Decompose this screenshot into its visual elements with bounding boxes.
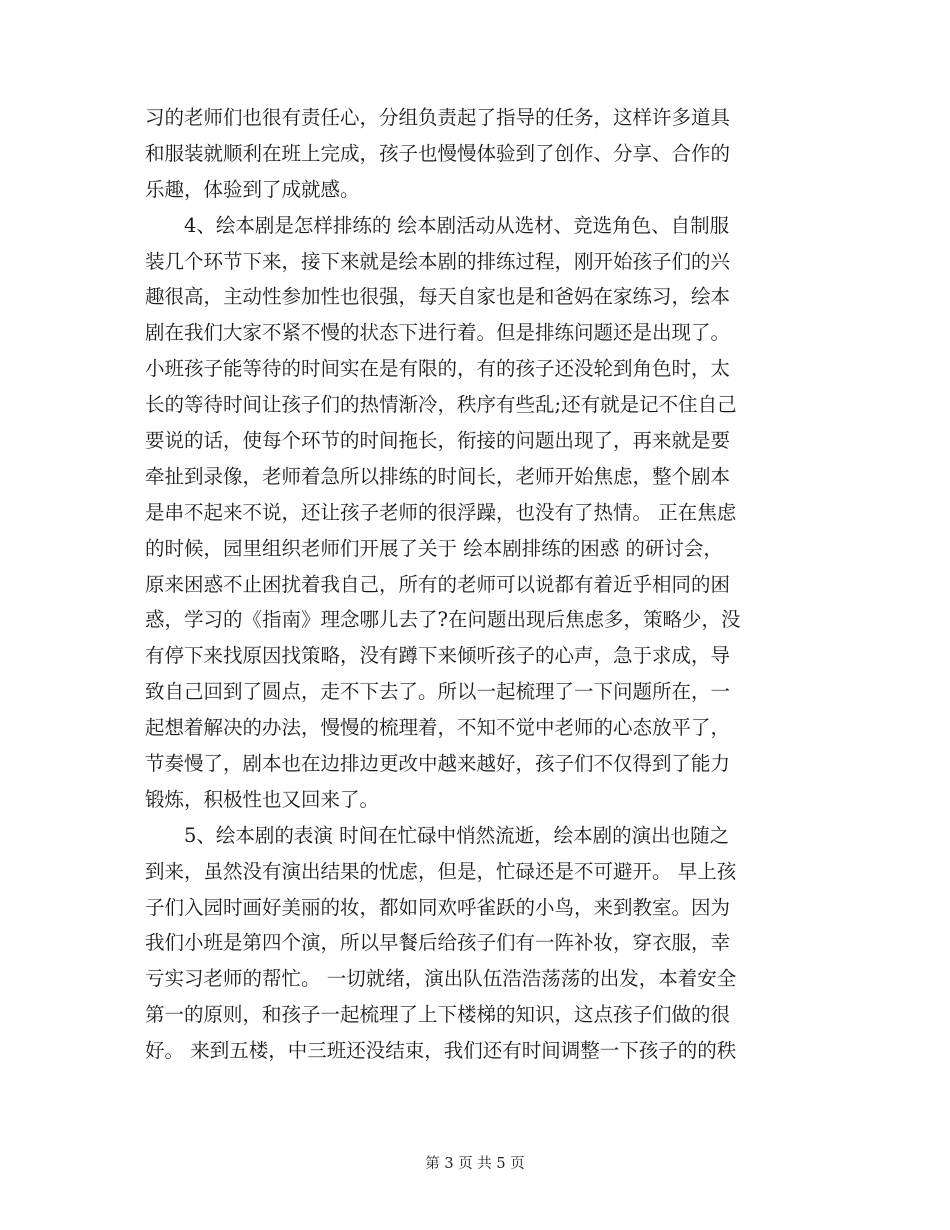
text-line: 长的等待时间让孩子们的热情渐冷，秩序有些乱;还有就是记不住自己 bbox=[145, 393, 737, 417]
text-line: 装几个环节下来，接下来就是绘本剧的排练过程，刚开始孩子们的兴 bbox=[145, 249, 731, 273]
text-line: 惑，学习的《指南》理念哪儿去了?在问题出现后焦虑多，策略少，没 bbox=[145, 608, 741, 632]
text-line: 锻炼，积极性也又回来了。 bbox=[145, 787, 380, 811]
text-line: 原来困惑不止困扰着我自己，所有的老师可以说都有着近乎相同的困 bbox=[145, 572, 731, 596]
text-line: 的时候，园里组织老师们开展了关于 绘本剧排练的困惑 的研讨会， bbox=[145, 536, 723, 560]
text-line: 第一的原则，和孩子一起梳理了上下楼梯的知识，这点孩子们做的很 bbox=[145, 1003, 731, 1027]
text-line: 剧在我们大家不紧不慢的状态下进行着。但是排练问题还是出现了。 bbox=[145, 321, 731, 345]
text-line: 亏实习老师的帮忙。 一切就绪，演出队伍浩浩荡荡的出发，本着安全 bbox=[145, 967, 737, 991]
text-line: 子们入园时画好美丽的妆，都如同欢呼雀跃的小鸟，来到教室。因为 bbox=[145, 895, 731, 919]
page-number-footer: 第 3 页 共 5 页 bbox=[425, 1156, 525, 1172]
text-line: 小班孩子能等待的时间实在是有限的，有的孩子还没轮到角色时，太 bbox=[145, 357, 731, 381]
text-line: 起想着解决的办法，慢慢的梳理着，不知不觉中老师的心态放平了， bbox=[145, 716, 731, 740]
text-line: 致自己回到了圆点，走不下去了。所以一起梳理了一下问题所在，一 bbox=[145, 680, 731, 704]
text-line: 趣很高，主动性参加性也很强，每天自家也是和爸妈在家练习，绘本 bbox=[145, 285, 731, 309]
text-line: 要说的话，使每个环节的时间拖长，衔接的问题出现了，再来就是要 bbox=[145, 429, 731, 453]
text-line: 习的老师们也很有责任心，分组负责起了指导的任务，这样许多道具 bbox=[145, 106, 731, 129]
text-line: 牵扯到录像，老师着急所以排练的时间长，老师开始焦虑，整个剧本 bbox=[145, 464, 731, 488]
text-line: 有停下来找原因找策略，没有蹲下来倾听孩子的心声，急于求成，导 bbox=[145, 644, 731, 668]
text-line: 是串不起来不说，还让孩子老师的很浮躁，也没有了热情。 正在焦虑 bbox=[145, 500, 737, 524]
text-line: 到来，虽然没有演出结果的忧虑，但是，忙碌还是不可避开。 早上孩 bbox=[145, 859, 737, 883]
text-line: 我们小班是第四个演，所以早餐后给孩子们有一阵补妆，穿衣服，幸 bbox=[145, 931, 731, 955]
text-line: 和服装就顺利在班上完成，孩子也慢慢体验到了创作、分享、合作的 bbox=[145, 141, 731, 165]
text-line: 4、绘本剧是怎样排练的 绘本剧活动从选材、竞选角色、自制服 bbox=[145, 213, 730, 237]
text-line: 5、绘本剧的表演 时间在忙碌中悄然流逝，绘本剧的演出也随之 bbox=[145, 823, 730, 847]
text-line: 乐趣，体验到了成就感。 bbox=[145, 177, 360, 201]
text-line: 节奏慢了，剧本也在边排边更改中越来越好，孩子们不仅得到了能力 bbox=[145, 752, 731, 776]
text-line: 好。 来到五楼，中三班还没结束，我们还有时间调整一下孩子的的秩 bbox=[145, 1039, 737, 1063]
body-text bbox=[145, 100, 810, 1069]
